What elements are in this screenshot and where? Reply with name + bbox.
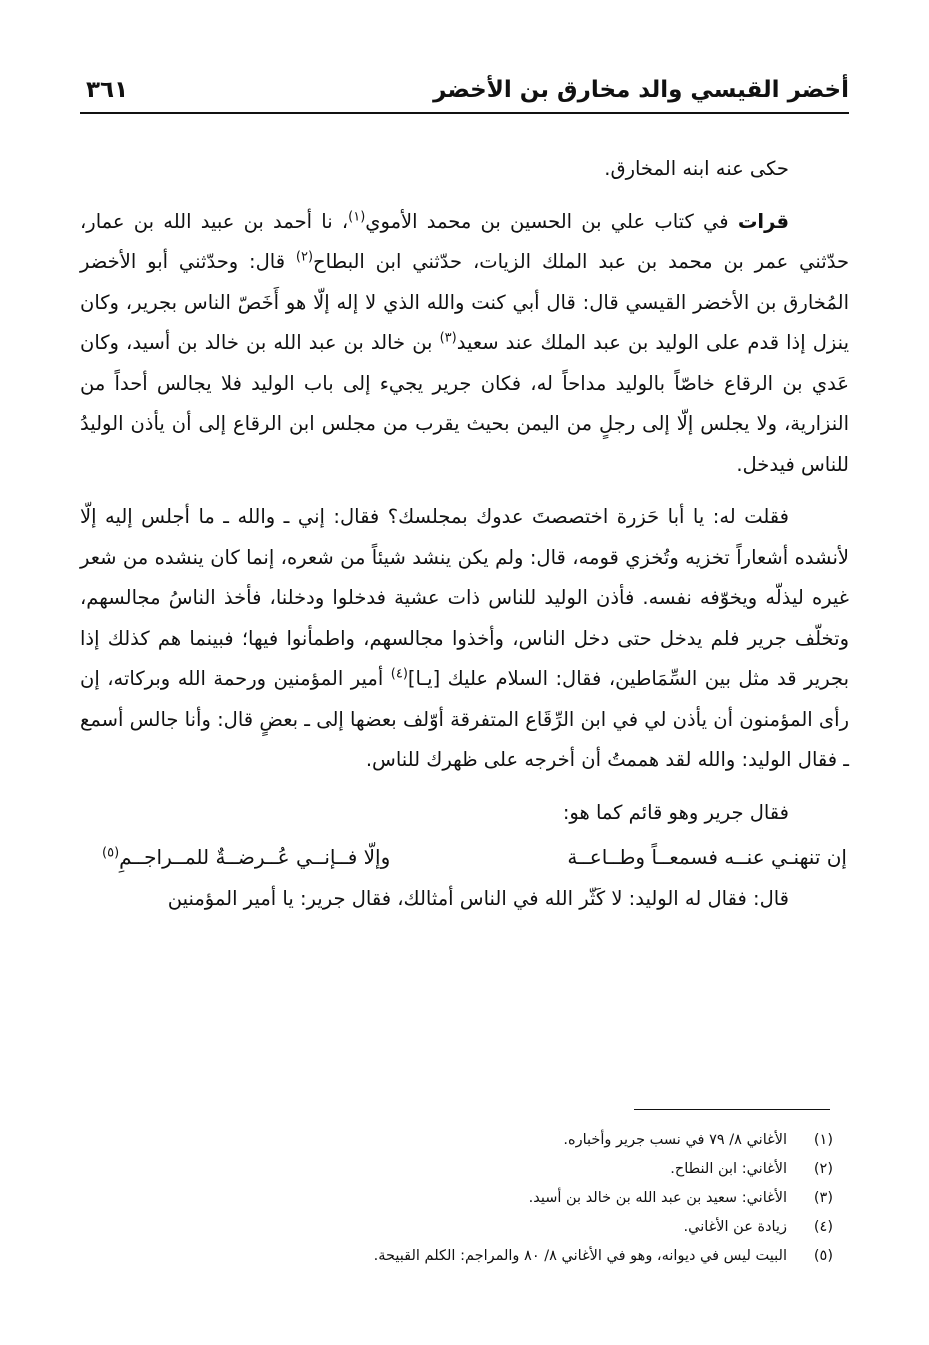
footnote-text: الأغاني ٨/ ٧٩ في نسب جرير وأخباره. — [563, 1132, 787, 1148]
footnote-text: الأغاني: ابن النطاح. — [670, 1161, 787, 1177]
footnote-ref-5: (٥) — [102, 845, 120, 861]
footnote — [80, 1213, 833, 1242]
footnote-number: (٢) — [813, 1161, 833, 1177]
footnote-text: الأغاني: سعيد بن عبد الله بن خالد بن أسيد. — [528, 1190, 787, 1206]
verse-second-text: وإلّا فــإنــي عُــرضــةٌ للمــراجــمِ — [119, 845, 391, 869]
footnote-number: (٥) — [813, 1248, 833, 1264]
p4-text: قال: فقال له الوليد: لا كَثّر الله في الناس أمثالك، فقال جرير: يا أمير المؤمنين — [167, 887, 789, 910]
p1-text-1: في كتاب علي بن الحسين بن محمد الأموي — [365, 209, 738, 233]
footnote-number: (١) — [813, 1132, 833, 1148]
header-rule — [80, 112, 849, 114]
header-title: أخضر القيسي والد مخارق بن الأخضر — [433, 77, 849, 103]
paragraph-2 — [80, 497, 849, 781]
verse-intro: فقال جرير وهو قائم كما هو: — [562, 800, 789, 824]
footnote-ref-3: (٣) — [439, 330, 457, 346]
footnote-number: (٣) — [813, 1190, 833, 1206]
footnote — [80, 1184, 833, 1213]
page-number: ٣٦١ — [86, 77, 129, 103]
intro-paragraph — [80, 145, 849, 190]
intro-text: حكى عنه ابنه المخارق. — [604, 157, 789, 180]
p1-text-2: ، نا أحمد بن عبيد الله بن عمار، حدّثني عمر بن محمد بن عبد الملك الزيات، حدّثني ابن البطاح — [80, 209, 849, 273]
p2-text-2: أمير المؤمنين ورحمة الله وبركاته، إن رأى المؤمنون أن يأذن لي في ابن الرِّقَاع المتفرقة أوّلف بعضها إلى ـ بعضٍ قال: وأنا جالس أسمع ـ فقال الوليد: والله لقد هممتُ أن أخرجه على ظهرك للناس. — [80, 667, 849, 771]
body-text — [80, 145, 849, 920]
paragraph-1 — [80, 202, 849, 486]
footnote — [80, 1126, 833, 1155]
paragraph-3 — [80, 793, 849, 834]
footnote — [80, 1155, 833, 1184]
footnote-rule — [634, 1109, 830, 1110]
footnote-text: البيت ليس في ديوانه، وهو في الأغاني ٨/ ٨٠ والمراجم: الكلم القبيحة. — [373, 1248, 787, 1264]
footnote — [80, 1242, 833, 1271]
running-head — [80, 70, 849, 114]
footnote-ref-2: (٢) — [295, 249, 314, 265]
footnote-ref-1: (١) — [348, 209, 366, 224]
verse-first-hemistich: إن تنهنـي عنــه فسمعــاً وطــاعــة — [567, 845, 847, 869]
lead-word: قرات — [737, 209, 789, 233]
verse — [80, 835, 849, 879]
paragraph-4 — [80, 879, 849, 920]
footnotes — [80, 1126, 833, 1271]
footnote-text: زيادة عن الأغاني. — [683, 1219, 787, 1235]
verse-second-hemistich — [102, 837, 390, 878]
p1-text-3: قال: وحدّثني أبو الأخضر المُخارق بن الأخضر القيسي قال: قال أبي كنت والله الذي لا إله إلّا هو أَخَصّ الناس بجرير، وكان ينزل إذا قدم على الوليد بن عبد الملك عند سعيد — [80, 250, 849, 354]
p2-text-1: فقلت له: يا أبا حَزرة اختصصتَ عدوك بمجلسك؟ فقال: إني ـ والله ـ ما أجلس إليه إلّا لأنشده أشعاراً تخزيه وتُخزي قومه، قال: ولم يكن ينشد شيئاً من شعره، إنما كان ينشده من شعر غيره ليذلّه ويخوّفه نفسه. فأذن الوليد للناس ذات عشية فدخلوا ودخلنا، فأخذ الناسُ مجالسهم، وتخلّف جرير فلم يدخل حتى دخل الناس، وأخذوا مجالسهم، واطمأنوا فيها؛ فبينما هم كذلك إذا بجرير قد مثل بين السِّمَاطين، فقال: السلام عليك [يـا] — [80, 505, 850, 690]
footnote-ref-4: (٤) — [390, 666, 408, 682]
p1-text-4: بن خالد بن عبد الله بن خالد بن أسيد، وكان عَدي بن الرقاع خاصّاً بالوليد مداحاً له، فكان جرير يجيء إلى باب الوليد فلا يجالس أحداً من النزارية، ولا يجلس إلّا إلى رجلٍ من اليمن بحيث يقرب من مجلس ابن الرقاع إلى أن يأذن الوليدُ للناس فيدخل. — [80, 331, 849, 476]
footnote-number: (٤) — [813, 1219, 833, 1235]
